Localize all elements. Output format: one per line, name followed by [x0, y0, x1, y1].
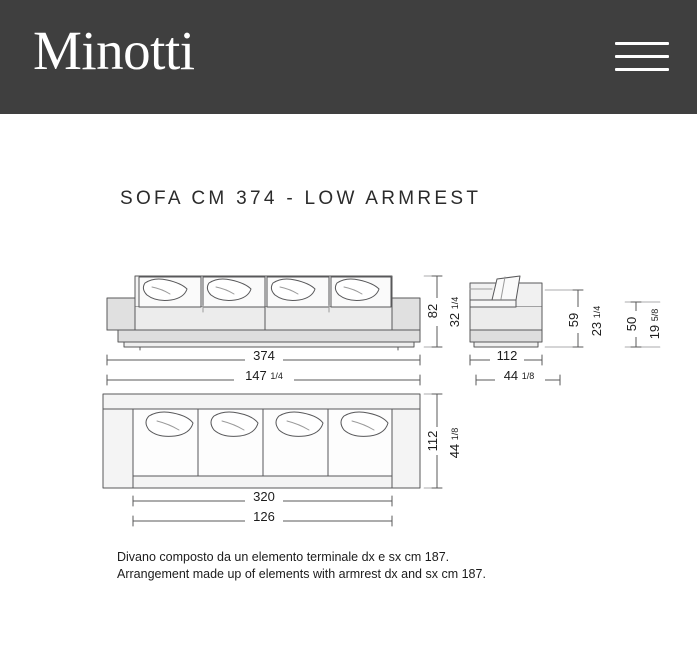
caption-line-it: Divano composto da un elemento terminale dx e sx cm 187. — [117, 550, 450, 564]
dim-plan-inner-width-cm: 320 — [253, 489, 275, 504]
drawing-caption — [117, 549, 486, 583]
dim-plan-inner-width-in: 126 — [253, 509, 275, 524]
dim-side-depth-cm: 112 — [496, 348, 518, 363]
dim-front-height-cm: 82 — [425, 303, 440, 319]
dim-plan-depth-cm: 112 — [425, 430, 440, 452]
dim-side-depth-in: 44 1/8 — [503, 368, 535, 383]
dim-side-seat-height-in: 23 1/4 — [589, 305, 604, 337]
dim-side-low-height-cm: 50 — [624, 316, 639, 332]
dim-front-width-cm: 374 — [253, 348, 275, 363]
caption-line-en: Arrangement made up of elements with armrest dx and sx cm 187. — [117, 567, 486, 581]
page-title: SOFA CM 374 - LOW ARMREST — [120, 188, 482, 209]
dim-front-width-in: 147 1/4 — [245, 368, 283, 383]
dim-front-height-in: 32 1/4 — [447, 296, 462, 328]
dim-side-low-height-in: 19 5/8 — [647, 308, 662, 340]
dim-side-seat-height-cm: 59 — [566, 312, 581, 328]
brand-logo[interactable]: Minotti — [33, 20, 195, 81]
dim-plan-depth-in: 44 1/8 — [447, 427, 462, 459]
